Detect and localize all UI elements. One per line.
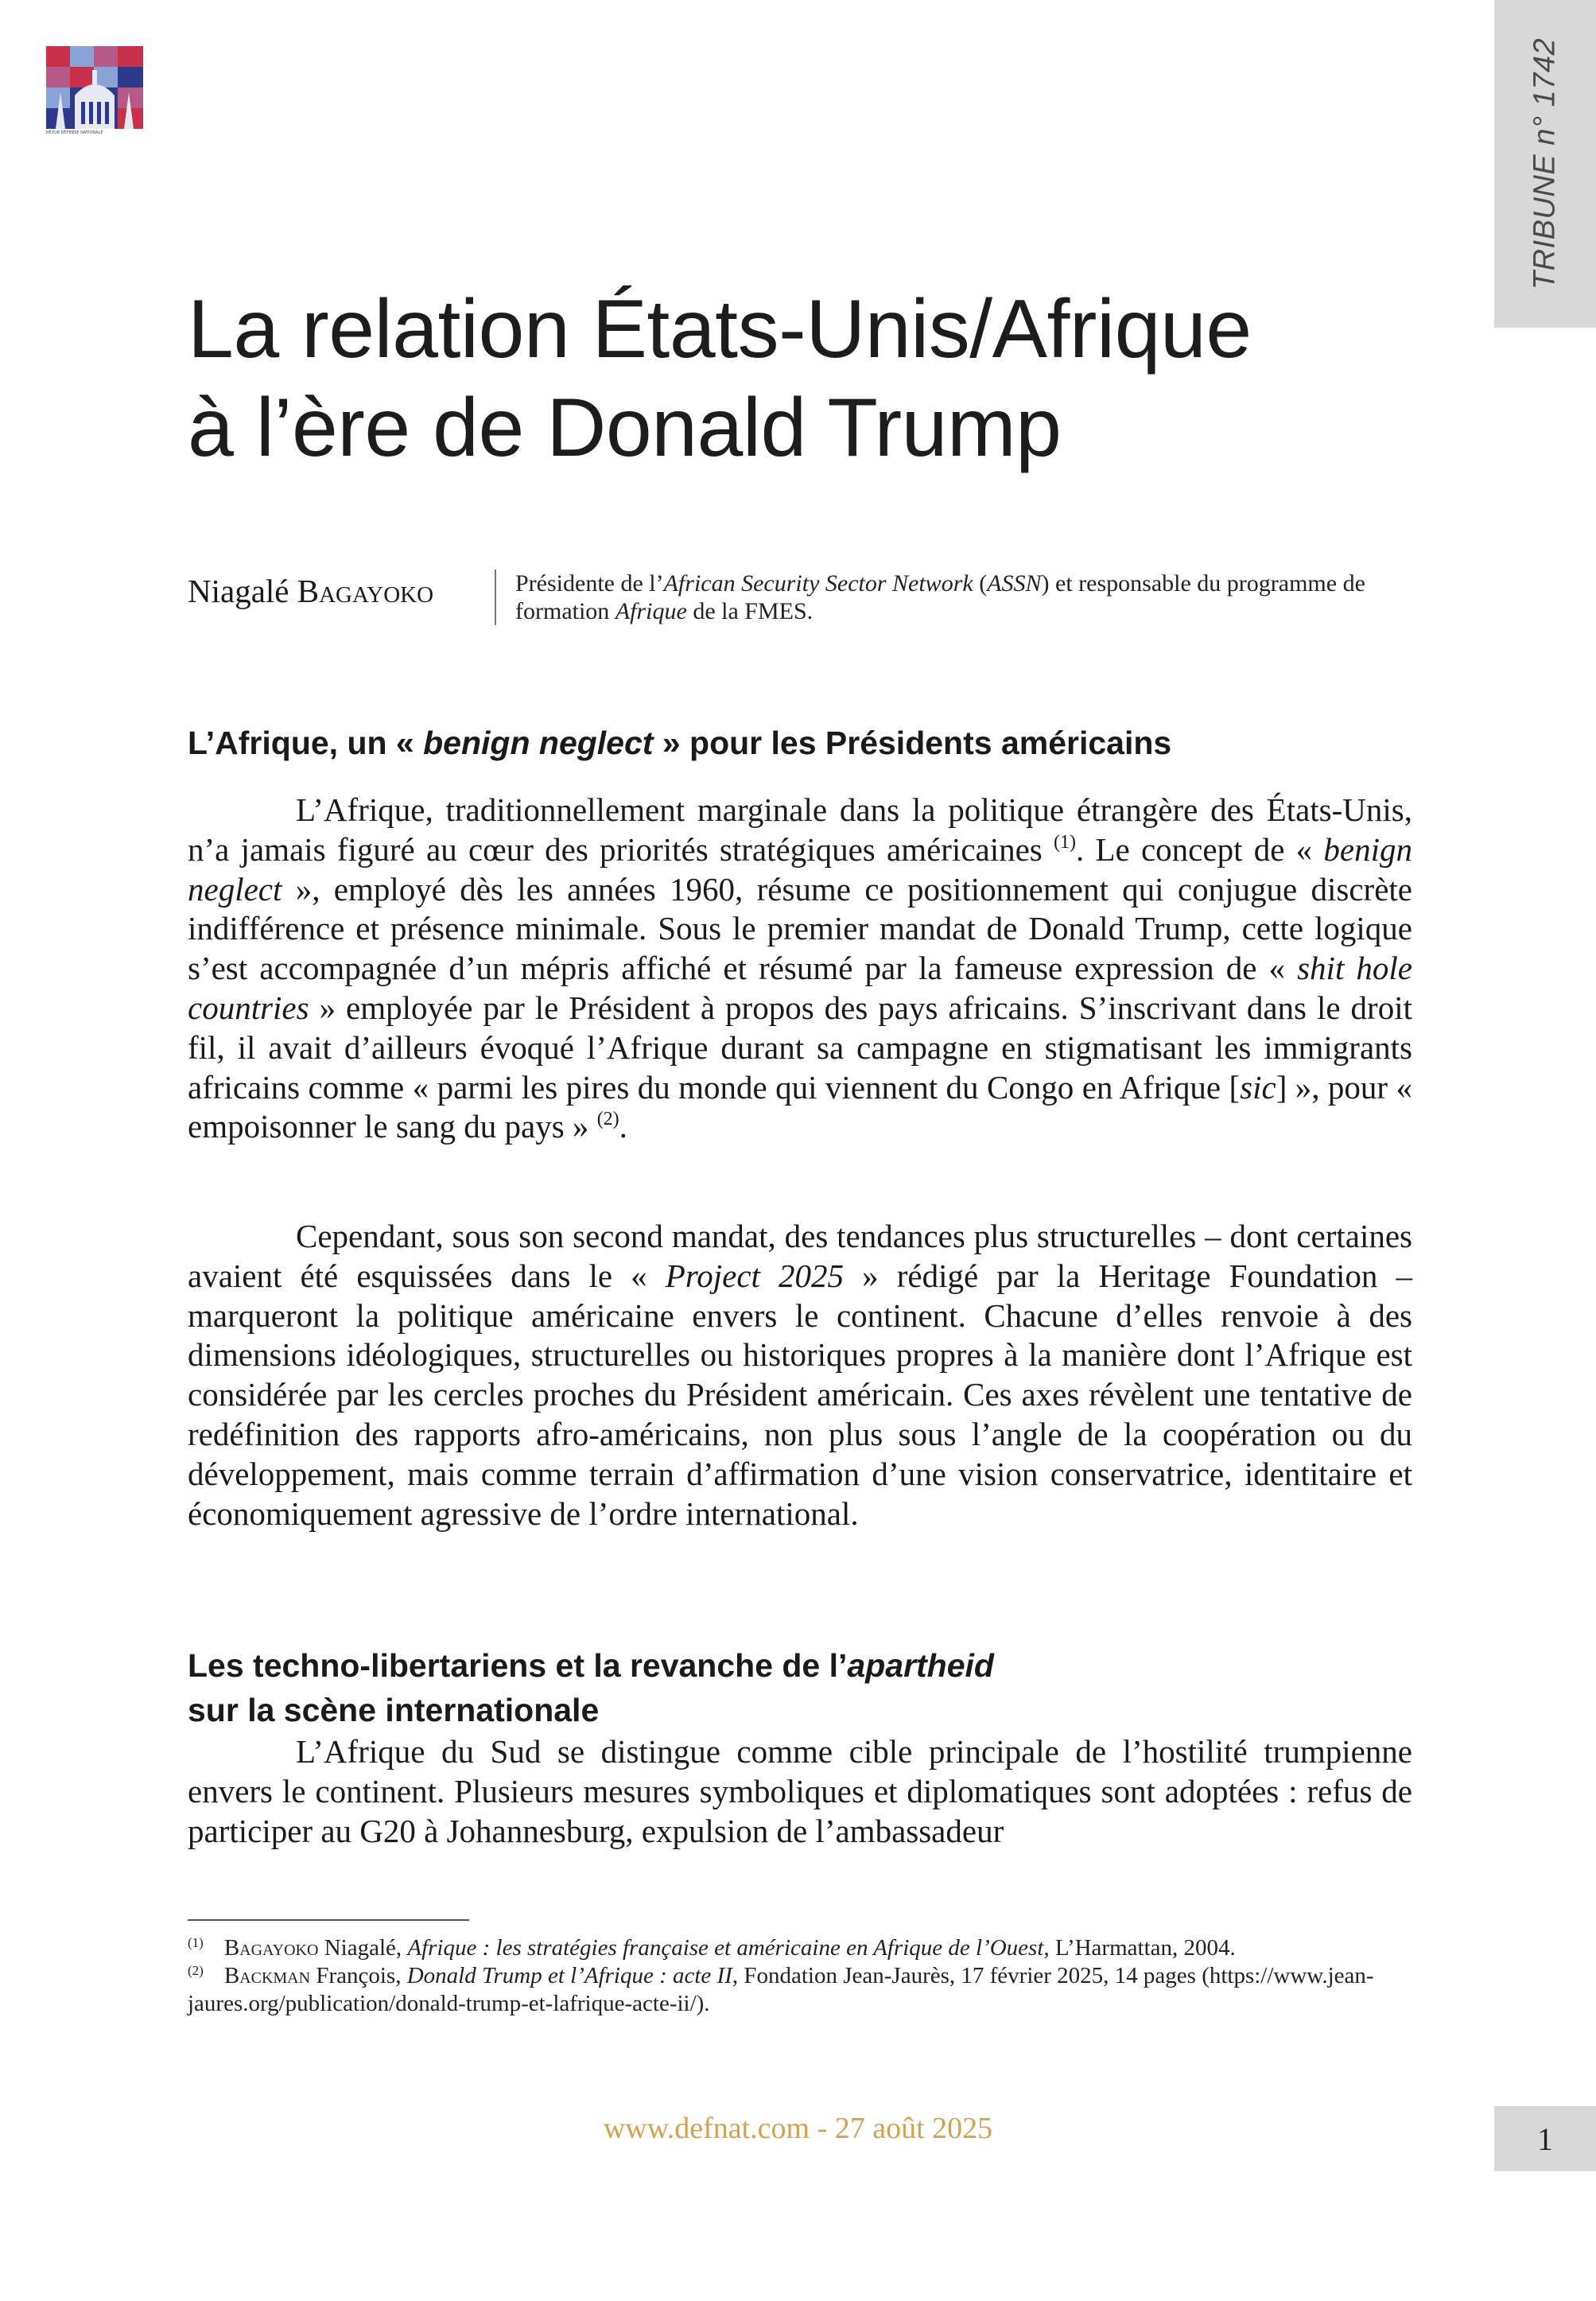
role-text: de la FMES. bbox=[686, 598, 814, 624]
heading-text: sur la scène internationale bbox=[188, 1692, 600, 1728]
paragraph-emphasis: sic bbox=[1240, 1068, 1276, 1106]
role-text: Présidente de l’ bbox=[515, 570, 664, 597]
tribune-number-label: TRIBUNE n° 1742 bbox=[1528, 37, 1562, 290]
footnote-text: , Fondation Jean-Jaurès, 17 février 2025, 14 pages (https://www.jean-jaures.org/publication/donald-trump-et-lafrique-acte-ii/). bbox=[188, 1963, 1374, 2016]
logo-caption: REVUE DÉFENSE NATIONALE bbox=[46, 130, 103, 135]
role-program: Afrique bbox=[615, 598, 687, 624]
paragraph-text: ] », pour « empoisonner le sang du pays » bbox=[188, 1068, 1412, 1145]
footnote-divider bbox=[188, 1919, 469, 1921]
heading-emphasis: apartheid bbox=[847, 1647, 994, 1684]
paragraph-text: L’Afrique, traditionnellement marginale dans la politique étrangère des États-Unis, n’a jamais figuré au cœur des priorités stratégiques américaines bbox=[188, 791, 1412, 868]
footnote-2 bbox=[188, 1962, 1412, 2018]
heading-text: » pour les Présidents américains bbox=[653, 725, 1172, 761]
footnote-1 bbox=[188, 1934, 1412, 1962]
section-1-paragraph-2 bbox=[188, 1217, 1412, 1533]
role-abbreviation: ASSN bbox=[987, 570, 1042, 597]
footnote-number: (2) bbox=[188, 1963, 204, 1978]
paragraph-text: », employé dès les années 1960, résume ce positionnement qui conjugue discrète indifférence et présence minimale. Sous le premier mandat de Donald Trump, cette logique s’est accompagnée d’un mépris affiché et résumé par la fameuse expression de « bbox=[188, 870, 1412, 987]
role-text: ) et responsable du programme de formation bbox=[515, 570, 1365, 624]
author-role bbox=[495, 569, 1412, 625]
section-2-paragraph-1: L’Afrique du Sud se distingue comme cible principale de l’hostilité trumpienne envers le continent. Plusieurs mesures symboliques et diplomatiques sont adoptées : refus de participer au G20 à Johannesburg, expulsion de l’ambassadeur bbox=[188, 1733, 1412, 1849]
page-footer: www.defnat.com - 27 août 2025 bbox=[603, 2112, 993, 2145]
paragraph-text: . bbox=[619, 1108, 627, 1145]
author-last-name: Bagayoko bbox=[297, 573, 434, 609]
heading-text: L’Afrique, un « bbox=[188, 725, 424, 761]
author-block bbox=[188, 569, 1412, 625]
title-line-1: La relation États-Unis/Afrique bbox=[188, 283, 1252, 375]
article-title bbox=[188, 280, 1380, 477]
publication-logo bbox=[46, 46, 143, 138]
footnote-text: , L’Harmattan, 2004. bbox=[1043, 1935, 1236, 1961]
paragraph-text: » employée par le Président à propos des pays africains. S’inscrivant dans le droit fil, il avait d’ailleurs évoqué l’Afrique durant sa campagne en stigmatisant les immigrants africains comme « parmi les pires du monde qui viennent du Congo en Afrique [ bbox=[188, 989, 1412, 1106]
footnote-text: François, bbox=[310, 1963, 407, 1988]
paragraph-emphasis: Project 2025 bbox=[665, 1257, 845, 1294]
footnote-reference: (2) bbox=[596, 1109, 619, 1130]
section-heading-1 bbox=[188, 721, 1412, 765]
paragraph-text: » rédigé par la Heritage Foundation – marqueront la politique américaine envers le continent. Chacune d’elles renvoie à des dimensions idéologiques, structurelles ou historiques propres à la manière dont l’Afrique est considérée par les cercles proches du Président américain. Ces axes révèlent une tentative de redéfinition des rapports afro-américains, non plus sous l’angle de la coopération ou du développement, mais comme terrain d’affirmation d’une vision conservatrice, identitaire et économiquement agressive de l’ordre international. bbox=[188, 1257, 1412, 1532]
paragraph-emphasis: shit hole countries bbox=[188, 950, 1412, 1026]
page-number-tab bbox=[1494, 2106, 1596, 2171]
footnote-number: (1) bbox=[188, 1935, 204, 1950]
footnote-text: Niagalé, bbox=[318, 1935, 408, 1961]
role-organization: African Security Sector Network bbox=[663, 570, 973, 597]
footnote-work-title: Donald Trump et l’Afrique : acte II bbox=[406, 1963, 732, 1988]
paragraph-text: Cependant, sous son second mandat, des tendances plus structurelles – dont certaines avaient été esquissées dans le « bbox=[188, 1218, 1412, 1294]
page-number: 1 bbox=[1537, 2120, 1553, 2157]
footnote-author: Backman bbox=[223, 1963, 311, 1988]
title-line-2: à l’ère de Donald Trump bbox=[188, 382, 1062, 474]
institution-logo-icon bbox=[46, 46, 143, 129]
heading-emphasis: benign neglect bbox=[423, 725, 654, 761]
author-name bbox=[188, 569, 495, 625]
paragraph-emphasis: benign neglect bbox=[188, 830, 1412, 908]
footnotes bbox=[188, 1934, 1412, 2018]
paragraph-text: . Le concept de « bbox=[1076, 830, 1324, 868]
tribune-number-tab bbox=[1494, 0, 1596, 328]
footnote-reference: (1) bbox=[1054, 831, 1076, 853]
role-text: ( bbox=[973, 570, 988, 597]
section-heading-2 bbox=[188, 1643, 1412, 1732]
footnote-work-title: Afrique : les stratégies française et américaine en Afrique de l’Ouest bbox=[407, 1935, 1044, 1961]
section-1-paragraph-1 bbox=[188, 791, 1412, 1147]
footnote-author: Bagayoko bbox=[223, 1935, 319, 1961]
heading-text: Les techno-libertariens et la revanche de l’ bbox=[188, 1647, 848, 1684]
author-first-name: Niagalé bbox=[188, 573, 289, 609]
